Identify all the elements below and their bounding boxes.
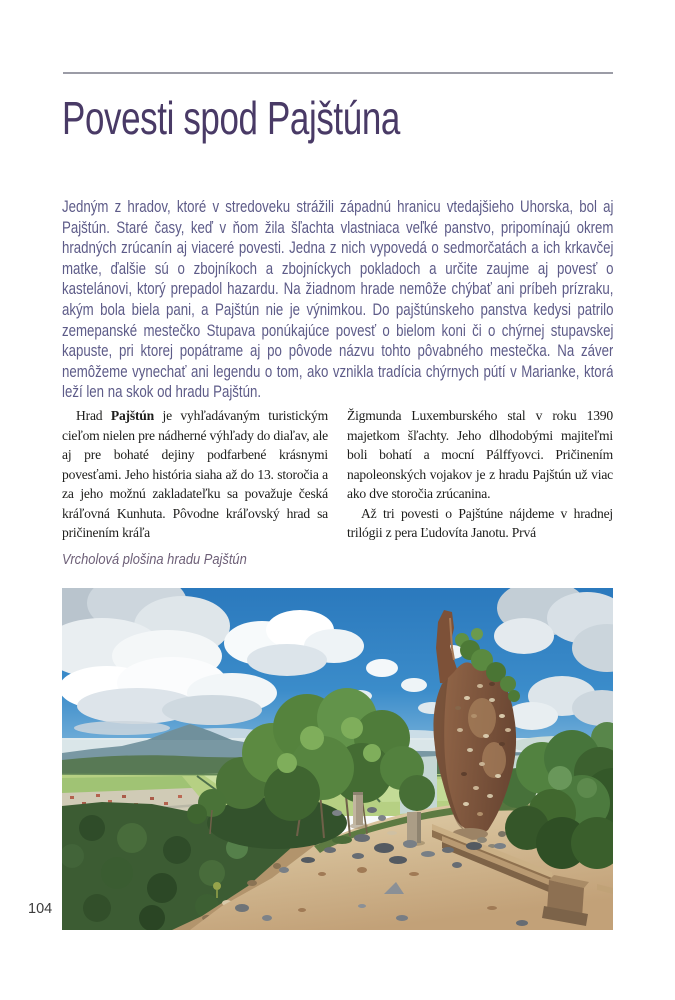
body-bold-keyword: Pajštún — [110, 408, 155, 423]
page-title — [62, 92, 613, 145]
body-column-left — [62, 406, 328, 553]
intro-text: Jedným z hradov, ktoré v stredoveku strážili západnú hranicu vtedajšieho Uhorska, bol aj Pajštún. Staré časy, keď v ňom žila šľachta vlastniaca veľké panstvo, pripomínajú okrem hradných zrúcanín aj viaceré povesti. Jedna z nich vypovedá o sedmorčatách a ich krkavčej matke, ďalšie sú o zbojníkoch a zbojníckych pokladoch a určite zaujme aj povesť o kastelánovi, ktorý prepadol hazardu. Na žiadnom hrade nemôže chýbať ani príbeh prízraku, akým bola biela pani, a Pajštún nie je výnimkou. Do pajštúnskeho panstva kedysi patrilo zemepanské mestečko Stupava ponúkajúce povesť o bielom koni či o chýrnej stupavskej kapuste, pri ktorej popátrame aj po pôvode názvu tohto pôvabného mestečka. Na záver nemôžeme vynechať ani legendu o tom, ako vznikla tradícia chýrnych pútí v Marianke, ktorá leží len na skok od hradu Pajštún. — [62, 197, 613, 402]
intro-paragraph — [62, 197, 613, 403]
body-lead: Hrad — [76, 408, 111, 423]
body-column-right — [347, 406, 613, 553]
body-paragraph-1-cont: Žigmunda Luxemburského stal v roku 1390 majetkom šľachty. Jeho dlhodobými majiteľmi boli bohatí a mocní Pálffyovci. Pričinením napoleonských vojakov je z hradu Pajštún už viac ako dve storočia zrúcanina. — [347, 408, 613, 501]
body-columns — [62, 406, 613, 553]
body-rest: je vyhľadávaným turistickým cieľom nielen pre nádherné výhľady do diaľav, ale aj pre bohaté dejiny podfarbené krásnymi povesťami. Jeho história siaha až do 13. storočia a za jeho možnú zakladateľku sa považuje česká kráľovná Kunhuta. Pôvodne kráľovský hrad sa pričinením kráľa — [62, 408, 328, 540]
body-paragraph-1 — [62, 406, 328, 543]
photo-caption — [62, 551, 613, 568]
top-rule — [63, 72, 613, 74]
body-paragraph-2: Až tri povesti o Pajštúne nájdeme v hradnej trilógii z pera Ľudovíta Janotu. Prvá — [347, 505, 613, 540]
page-title-text: Povesti spod Pajštúna — [62, 92, 400, 144]
page-number: 104 — [28, 901, 53, 917]
castle-ruin-photo — [62, 588, 613, 930]
photo-caption-text: Vrcholová plošina hradu Pajštún — [62, 551, 247, 568]
